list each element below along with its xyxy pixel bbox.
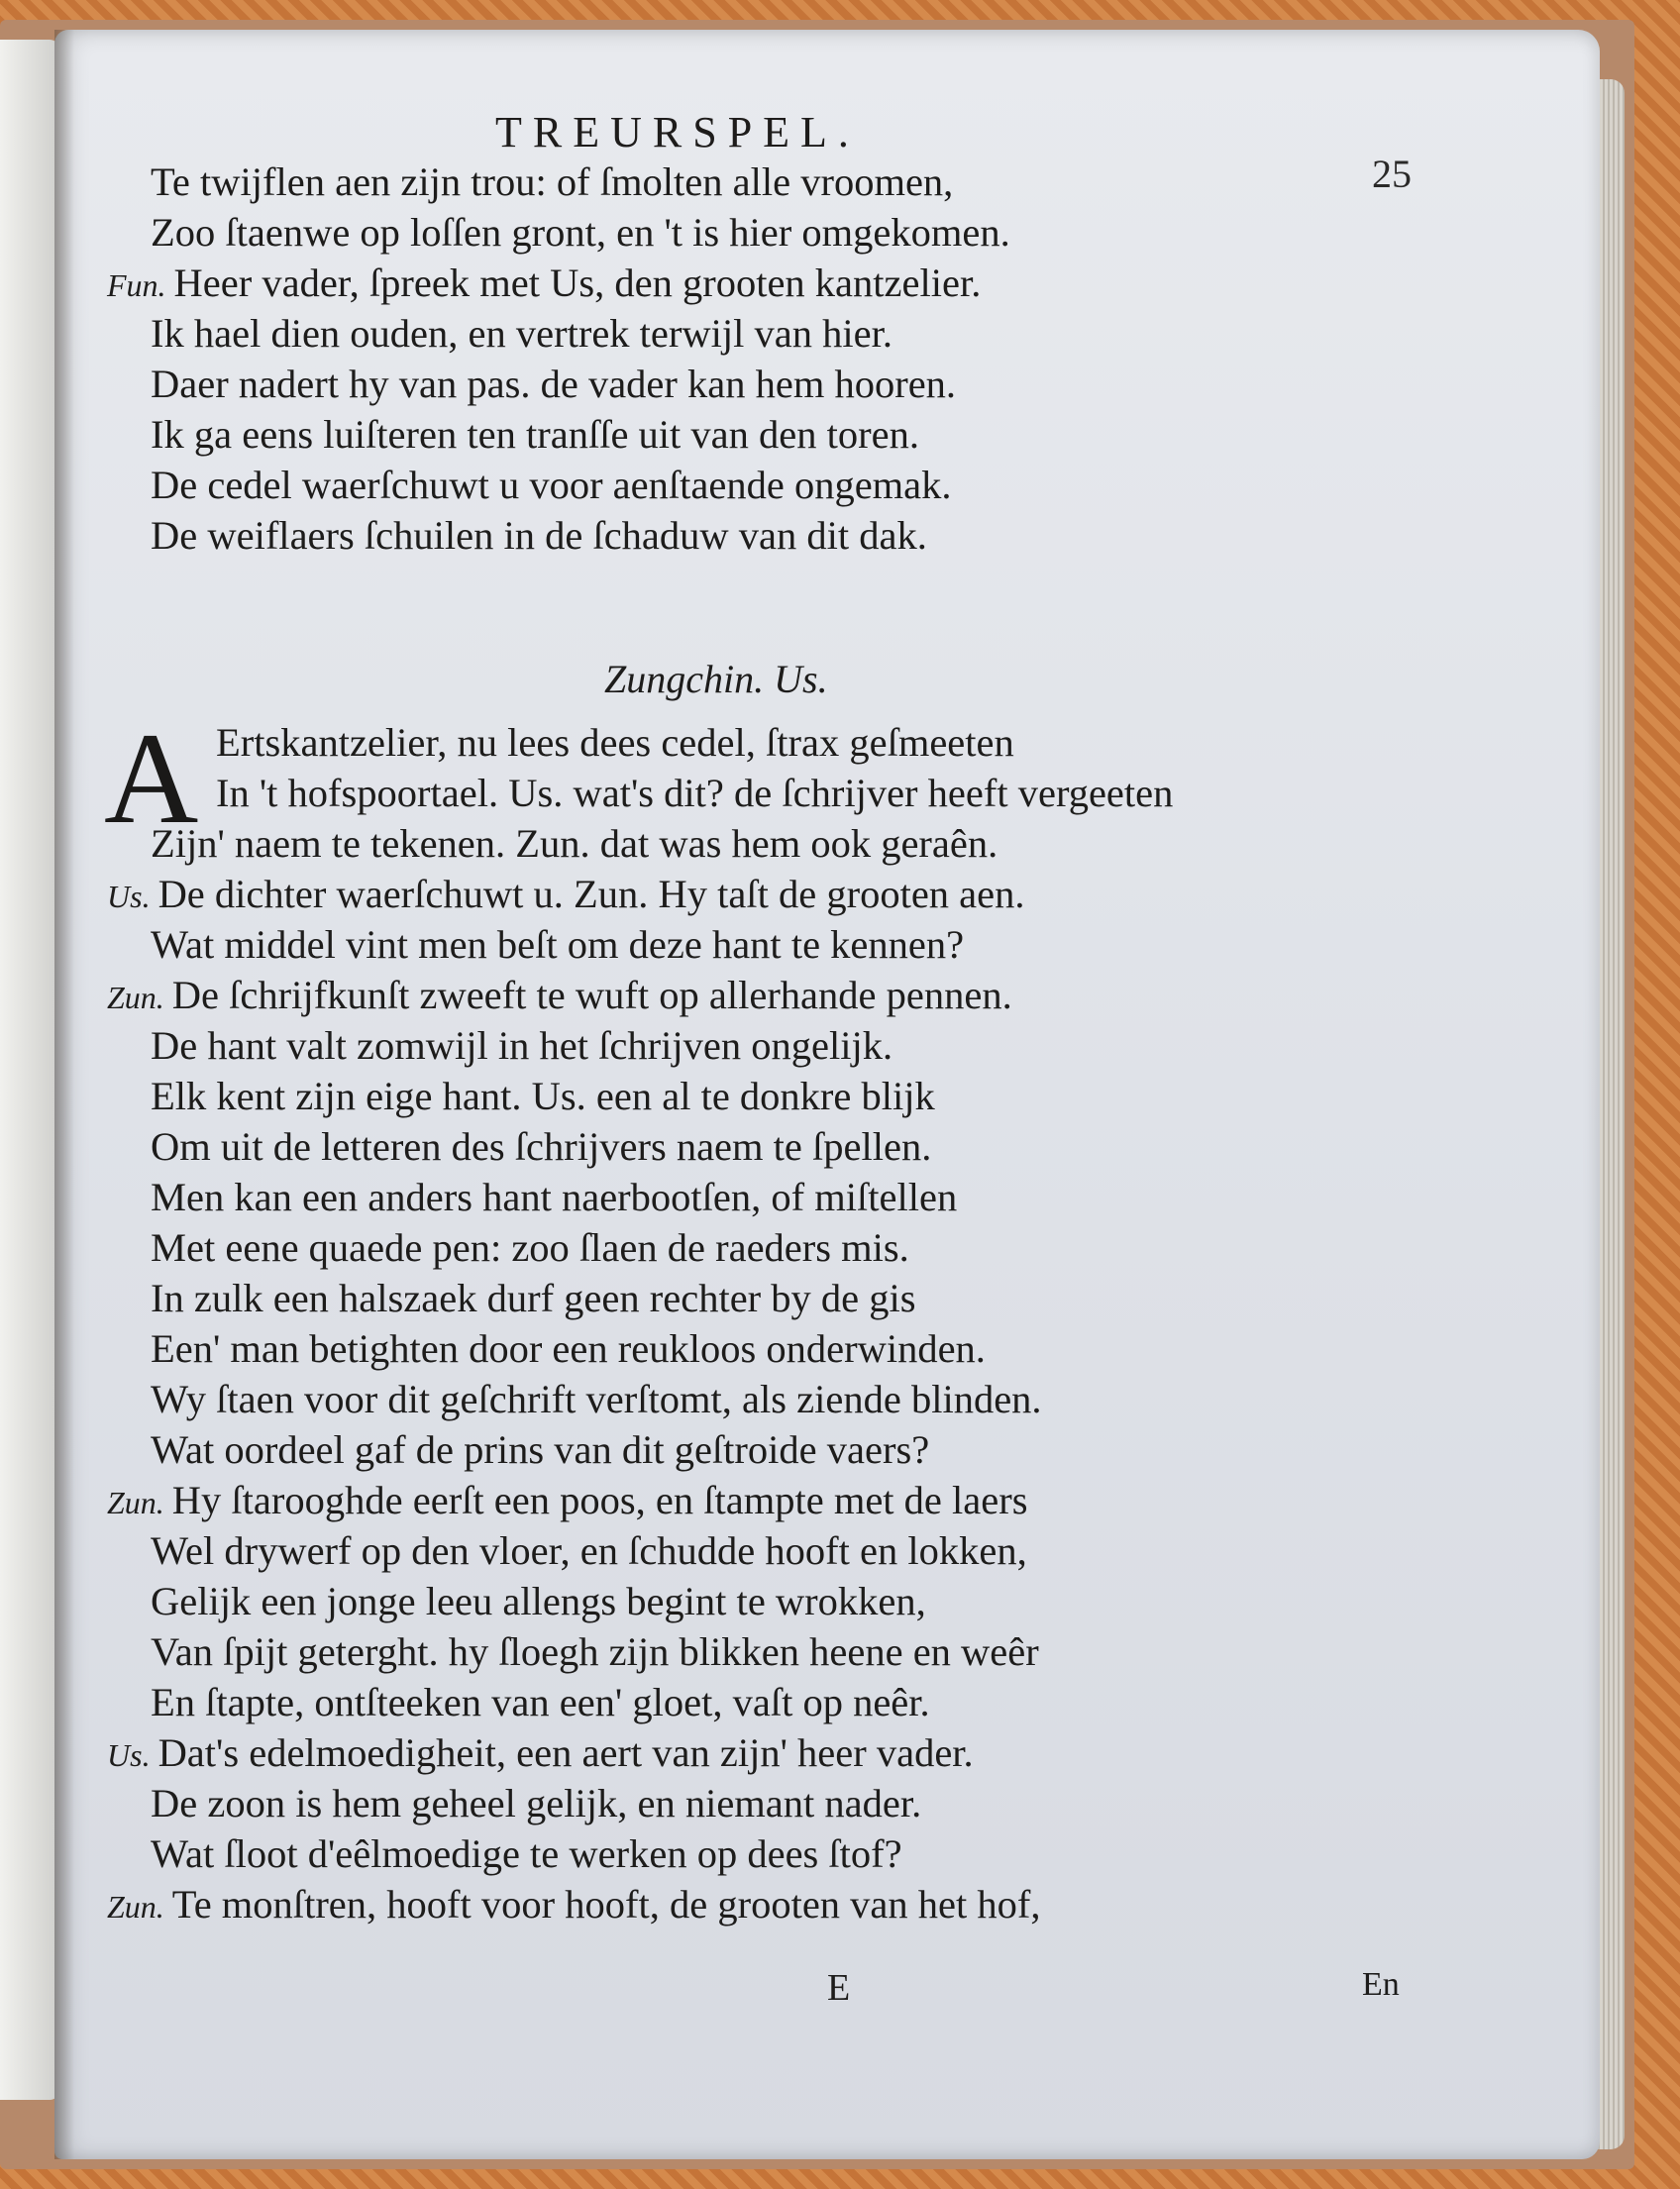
- verse-line: [151, 1628, 1039, 1676]
- verse-line: [151, 1527, 1027, 1575]
- verse-line: [151, 1830, 902, 1878]
- verse-line: [151, 310, 892, 358]
- verse-line: [151, 462, 952, 509]
- verse-line: [151, 1578, 926, 1625]
- verse-text: Wat oordeel gaf de prins van dit geſtroide vaers?: [151, 1427, 930, 1472]
- verse-text: De ſchrijfkunſt zweeft te wuft op allerhande pennen.: [171, 973, 1012, 1017]
- verse-line: [151, 1426, 929, 1474]
- speaker-label: Fun.: [107, 267, 174, 303]
- verse-line: [216, 719, 1014, 767]
- verse-text: Ik ga eens luiſteren ten tranſſe uit van den toren.: [151, 412, 919, 457]
- verse-text: De hant valt zomwijl in het ſchrijven ongelijk.: [151, 1023, 893, 1068]
- verse-text: Daer nadert hy van pas. de vader kan hem hooren.: [151, 362, 957, 406]
- verse-line: [107, 972, 1012, 1021]
- drop-cap: A: [104, 705, 199, 851]
- scene-heading: Zungchin. Us.: [604, 657, 828, 701]
- verse-text: Ertskantzelier, nu lees dees cedel, ſtrax geſmeeten: [216, 720, 1014, 765]
- verse-line: [151, 1073, 935, 1120]
- verse-line: [151, 361, 956, 408]
- verse-line: [151, 209, 1010, 257]
- catchword: En: [1362, 1966, 1400, 2003]
- verse-line: [151, 1679, 930, 1726]
- speaker-label: Zun.: [107, 1889, 172, 1925]
- verse-text: Met eene quaede pen: zoo ſlaen de raeders mis.: [151, 1225, 909, 1270]
- verse-line: [151, 1376, 1042, 1423]
- verse-line: [151, 1275, 916, 1322]
- verse-line: [107, 1881, 1041, 1930]
- verse-line: [107, 1477, 1028, 1526]
- verse-line: [151, 411, 919, 459]
- verse-text: Heer vader, ſpreek met Us, den grooten kantzelier.: [173, 261, 982, 305]
- signature-mark: E: [827, 1967, 851, 2009]
- verse-text: Van ſpijt geterght. hy ſloegh zijn blikken heene en weêr: [151, 1629, 1039, 1674]
- verse-text: Een' man betighten door een reukloos onderwinden.: [151, 1326, 986, 1371]
- verse-text: En ſtapte, ontſteeken van een' gloet, vaſt op neêr.: [151, 1680, 930, 1724]
- running-title: TREURSPEL.: [495, 108, 860, 156]
- verse-text: Zijn' naem te tekenen. Zun. dat was hem ook geraên.: [151, 821, 998, 866]
- verse-line: [107, 871, 1025, 920]
- speaker-label: Us.: [107, 1737, 158, 1773]
- verse-text: In 't hofspoortael. Us. wat's dit? de ſchrijver heeft vergeeten: [216, 771, 1174, 815]
- verse-text: Hy ſtarooghde eerſt een poos, en ſtampte met de laers: [171, 1478, 1028, 1522]
- verse-line: [151, 1325, 986, 1373]
- verse-line: [151, 1224, 909, 1272]
- verse-text: Wel drywerf op den vloer, en ſchudde hooft en lokken,: [151, 1528, 1027, 1573]
- speaker-label: Us.: [107, 879, 158, 914]
- verse-text: De dichter waerſchuwt u. Zun. Hy taſt de grooten aen.: [158, 872, 1025, 916]
- verse-text: Om uit de letteren des ſchrijvers naem te ſpellen.: [151, 1124, 932, 1169]
- verse-line: [151, 1022, 892, 1070]
- speaker-label: Zun.: [107, 980, 172, 1015]
- verse-line: [151, 512, 927, 560]
- verse-text: Zoo ſtaenwe op loſſen gront, en 't is hier omgekomen.: [151, 210, 1010, 255]
- verse-line: [107, 260, 981, 309]
- verse-text: Elk kent zijn eige hant. Us. een al te donkre blijk: [151, 1074, 935, 1118]
- verse-text: Men kan een anders hant naerbootſen, of miſtellen: [151, 1175, 958, 1219]
- verse-line: [151, 1123, 931, 1171]
- verse-text: De weiflaers ſchuilen in de ſchaduw van dit dak.: [151, 513, 927, 558]
- verse-text: De zoon is hem geheel gelijk, en niemant nader.: [151, 1781, 922, 1825]
- verse-line: [151, 158, 953, 206]
- verse-text: Gelijk een jonge leeu allengs begint te wrokken,: [151, 1579, 926, 1623]
- verse-text: De cedel waerſchuwt u voor aenſtaende ongemak.: [151, 463, 952, 507]
- verse-text: In zulk een halszaek durf geen rechter by de gis: [151, 1276, 916, 1320]
- verse-line: [216, 770, 1173, 817]
- verse-text: Wat ſloot d'eêlmoedige te werken op dees ſtof?: [151, 1831, 902, 1876]
- verse-text: Te twijflen aen zijn trou: of ſmolten alle vroomen,: [151, 159, 954, 204]
- verse-text: Wy ſtaen voor dit geſchrift verſtomt, als ziende blinden.: [151, 1377, 1042, 1421]
- speaker-label: Zun.: [107, 1485, 172, 1520]
- verse-text: Ik hael dien ouden, en vertrek terwijl van hier.: [151, 311, 892, 356]
- verse-line: [151, 921, 964, 969]
- verse-line: [107, 1729, 974, 1779]
- verse-line: [151, 1780, 921, 1827]
- verse-text: Dat's edelmoedigheit, een aert van zijn' heer vader.: [158, 1730, 974, 1775]
- page-number: 25: [1372, 152, 1412, 196]
- verse-line: [151, 820, 998, 868]
- verse-text: Te monſtren, hooft voor hooft, de grooten van het hof,: [171, 1882, 1041, 1927]
- verse-text: Wat middel vint men beſt om deze hant te kennen?: [151, 922, 965, 967]
- verse-line: [151, 1174, 957, 1221]
